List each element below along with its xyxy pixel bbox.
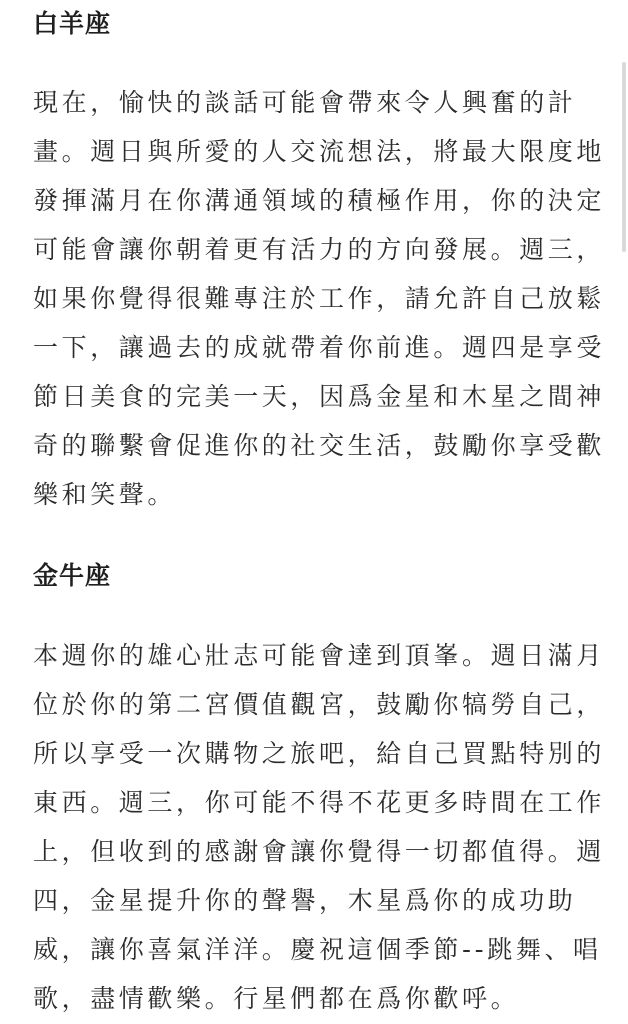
body-line: 發揮滿月在你溝通領域的積極作用，你的決定	[33, 186, 606, 215]
body-line: 所以享受一次購物之旅吧，給自己買點特別的	[33, 739, 606, 768]
body-line: 威，讓你喜氣洋洋。慶祝這個季節--跳舞、唱	[33, 935, 602, 964]
body-line: 畫。週日與所愛的人交流想法，將最大限度地	[33, 137, 606, 166]
body-line: 一下，讓過去的成就帶着你前進。週四是享受	[33, 333, 606, 362]
body-line: 節日美食的完美一天，因爲金星和木星之間神	[33, 382, 606, 411]
body-line: 如果你覺得很難專注於工作，請允許自己放鬆	[33, 284, 606, 313]
body-line: 四，金星提升你的聲譽，木星爲你的成功助	[33, 886, 577, 915]
section-title-aries: 白羊座	[33, 9, 112, 38]
section-title-taurus: 金牛座	[33, 561, 112, 590]
body-line: 東西。週三，你可能不得不花更多時間在工作	[33, 788, 606, 817]
body-line: 位於你的第二宮價值觀宮，鼓勵你犒勞自己，	[33, 690, 606, 719]
body-line: 現在，愉快的談話可能會帶來令人興奮的計	[33, 88, 577, 117]
body-line: 本週你的雄心壯志可能會達到頂峯。週日滿月	[33, 641, 606, 670]
body-line: 上，但收到的感謝會讓你覺得一切都值得。週	[33, 837, 606, 866]
body-line: 樂和笑聲。	[33, 480, 177, 509]
body-line: 歌，盡情歡樂。行星們都在爲你歡呼。	[33, 984, 520, 1013]
section-body-aries	[33, 78, 606, 519]
body-line: 奇的聯繫會促進你的社交生活，鼓勵你享受歡	[33, 431, 606, 460]
section-body-taurus	[33, 631, 606, 1023]
scrollbar[interactable]	[622, 62, 626, 252]
body-line: 可能會讓你朝着更有活力的方向發展。週三，	[33, 235, 606, 264]
